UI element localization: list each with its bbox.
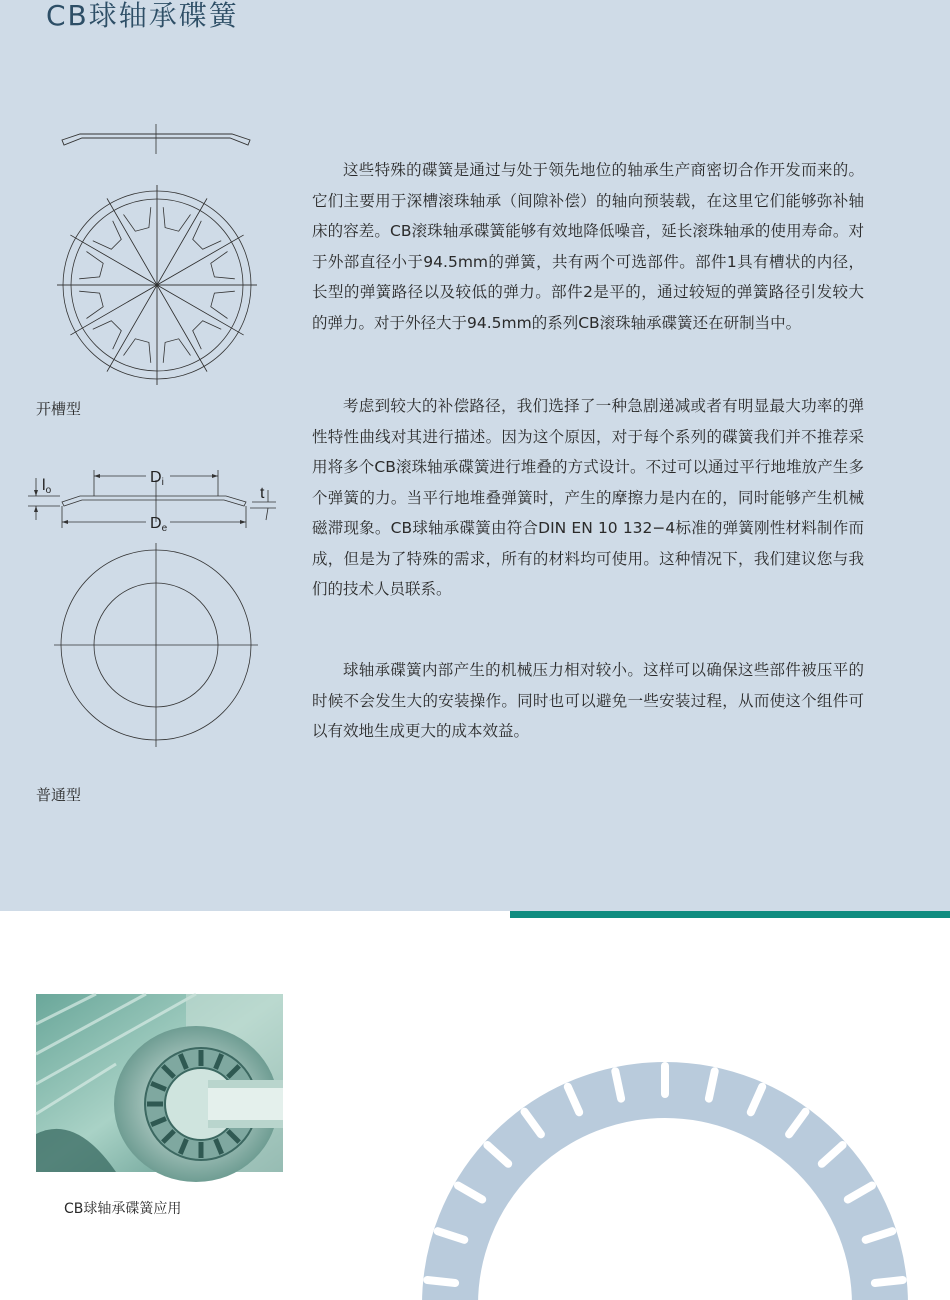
- bearing-spring-photo: [36, 994, 283, 1172]
- paragraph-stress: 球轴承碟簧内部产生的机械压力相对较小。这样可以确保这些部件被压平的时候不会发生大的安装操作。同时也可以避免一些安装过程，从而使这个组件可以有效地生成更大的成本效益。: [312, 661, 864, 740]
- plain-type-label: 普通型: [36, 786, 82, 804]
- dim-t-label: t: [260, 485, 265, 502]
- paragraph-intro: 这些特殊的碟簧是通过与处于领先地位的轴承生产商密切合作开发而来的。它们主要用于深槽滚珠轴承（间隙补偿）的轴向预装载，在这里它们能够弥补轴床的容差。CB滚珠轴承碟簧能够有效地降低噪音，延长滚珠轴承的使用寿命。对于外部直径小于94.5mm的弹簧，共有两个可选部件。部件1具有槽状的内径，长型的弹簧路径以及较低的弹力。部件2是平的，通过较短的弹簧路径引发较大的弹力。对于外径大于94.5mm的系列CB滚珠轴承碟簧还在研制当中。: [312, 161, 864, 332]
- paragraph-characteristics: 考虑到较大的补偿路径，我们选择了一种急剧递减或者有明显最大功率的弹性特性曲线对其进行描述。因为这个原因，对于每个系列的碟簧我们并不推荐采用将多个CB滚珠轴承碟簧进行堆叠的方式设计。不过可以通过平行地堆放产生多个弹簧的力。当平行地堆叠弹簧时，产生的摩擦力是内在的，同时能够产生机械磁滞现象。CB球轴承碟簧由符合DIN EN 10 132−4标准的弹簧刚性材料制作而成，但是为了特殊的需求，所有的材料均可使用。这种情况下，我们建议您与我们的技术人员联系。: [312, 397, 864, 598]
- slotted-spring-side-view: [40, 120, 280, 160]
- slotted-type-label: 开槽型: [36, 400, 82, 418]
- page-title: CB球轴承碟簧: [46, 0, 239, 32]
- dim-lo-label: lo: [42, 477, 52, 496]
- dim-de-label: De: [150, 515, 168, 534]
- application-caption: CB球轴承碟簧应用: [64, 1201, 182, 1217]
- slotted-spring-watermark: [420, 1060, 920, 1300]
- plain-spring-dimension-view: [28, 462, 288, 540]
- slotted-spring-top-view: [55, 183, 259, 387]
- plain-spring-top-view: [50, 543, 262, 755]
- accent-divider: [510, 911, 950, 918]
- dim-di-label: Di: [150, 469, 164, 488]
